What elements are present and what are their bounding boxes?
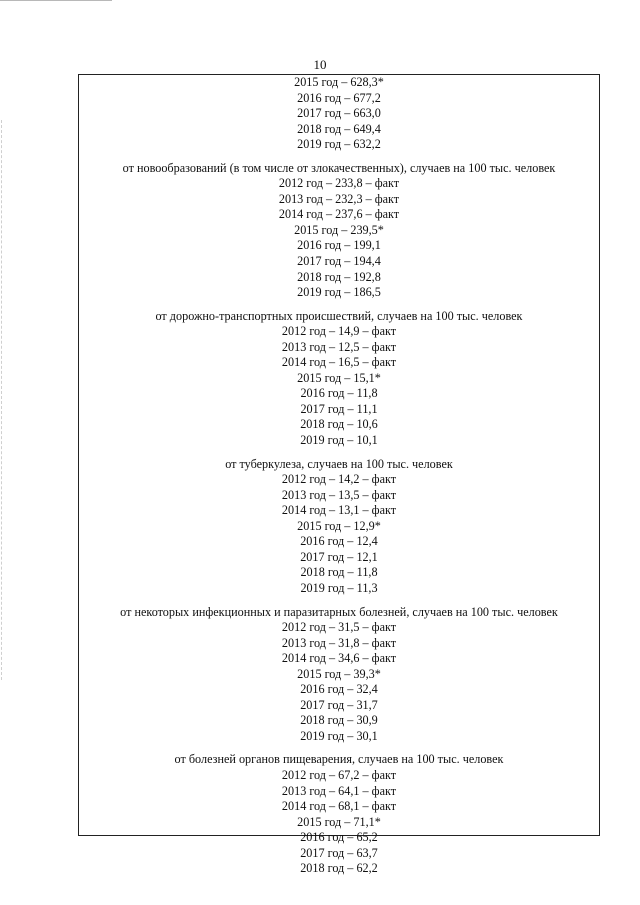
year-value-line: 2017 год – 194,4 <box>297 254 381 269</box>
year-value-line: 2016 год – 11,8 <box>300 386 378 401</box>
section-heading: от болезней органов пищеварения, случаев на 100 тыс. человек <box>174 752 504 767</box>
year-value-line: 2018 год – 192,8 <box>297 269 381 284</box>
section-digestive-diseases <box>79 752 599 876</box>
year-value-line: 2017 год – 11,1 <box>300 401 378 416</box>
year-value-line: 2019 год – 10,1 <box>300 433 378 448</box>
year-value-line: 2015 год – 12,9* <box>297 518 381 533</box>
scan-left-edge <box>1 120 2 680</box>
year-value-line: 2012 год – 233,8 – факт <box>278 176 400 191</box>
section-infectious-diseases <box>79 605 599 745</box>
section-tuberculosis <box>79 457 599 597</box>
year-value-line: 2012 год – 14,9 – факт <box>281 324 397 339</box>
year-value-line: 2013 год – 31,8 – факт <box>281 635 397 650</box>
intro-line: 2015 год – 628,3* <box>294 75 384 89</box>
year-value-line: 2017 год – 31,7 <box>300 697 378 712</box>
year-value-line: 2018 год – 30,9 <box>300 713 378 728</box>
year-value-line: 2015 год – 239,5* <box>294 222 384 237</box>
document-table-cell <box>78 74 600 876</box>
year-value-line: 2015 год – 71,1* <box>297 814 381 829</box>
section-road-accidents <box>79 309 599 449</box>
year-value-line: 2019 год – 30,1 <box>300 728 378 743</box>
year-value-line: 2016 год – 32,4 <box>300 682 378 697</box>
year-value-line: 2019 год – 11,3 <box>300 580 378 595</box>
year-value-line: 2014 год – 16,5 – факт <box>281 355 397 370</box>
intro-line: 2018 год – 649,4 <box>297 121 381 136</box>
year-value-line: 2014 год – 13,1 – факт <box>281 503 397 518</box>
year-value-line: 2012 год – 14,2 – факт <box>281 472 397 487</box>
section-heading: от новообразований (в том числе от злокачественных), случаев на 100 тыс. человек <box>122 160 556 175</box>
year-value-line: 2018 год – 62,2 <box>300 861 378 876</box>
year-value-line: 2016 год – 12,4 <box>300 534 378 549</box>
year-value-line: 2013 год – 13,5 – факт <box>281 487 397 502</box>
year-value-line: 2014 год – 34,6 – факт <box>281 651 397 666</box>
year-value-line: 2018 год – 11,8 <box>300 565 378 580</box>
intro-line: 2017 год – 663,0 <box>297 106 381 121</box>
section-heading: от некоторых инфекционных и паразитарных болезней, случаев на 100 тыс. человек <box>120 604 558 619</box>
year-value-line: 2013 год – 12,5 – факт <box>281 339 397 354</box>
intro-line: 2019 год – 632,2 <box>297 137 381 152</box>
year-value-line: 2014 год – 68,1 – факт <box>281 799 397 814</box>
year-value-line: 2013 год – 232,3 – факт <box>278 191 400 206</box>
section-heading: от туберкулеза, случаев на 100 тыс. человек <box>225 456 453 471</box>
year-value-line: 2017 год – 12,1 <box>300 549 378 564</box>
year-value-line: 2012 год – 31,5 – факт <box>281 620 397 635</box>
year-value-line: 2012 год – 67,2 – факт <box>281 767 397 782</box>
intro-block <box>79 75 599 153</box>
intro-line: 2016 год – 677,2 <box>297 90 381 105</box>
year-value-line: 2014 год – 237,6 – факт <box>278 207 400 222</box>
year-value-line: 2013 год – 64,1 – факт <box>281 783 397 798</box>
year-value-line: 2016 год – 65,2 <box>300 830 378 845</box>
section-neoplasms <box>79 161 599 301</box>
year-value-line: 2015 год – 15,1* <box>297 370 381 385</box>
year-value-line: 2018 год – 10,6 <box>300 417 378 432</box>
year-value-line: 2017 год – 63,7 <box>300 845 378 860</box>
year-value-line: 2015 год – 39,3* <box>297 666 381 681</box>
section-heading: от дорожно-транспортных происшествий, случаев на 100 тыс. человек <box>155 308 523 323</box>
year-value-line: 2019 год – 186,5 <box>297 285 381 300</box>
page-number: 10 <box>313 57 327 72</box>
scan-top-line <box>0 0 112 1</box>
year-value-line: 2016 год – 199,1 <box>297 238 381 253</box>
